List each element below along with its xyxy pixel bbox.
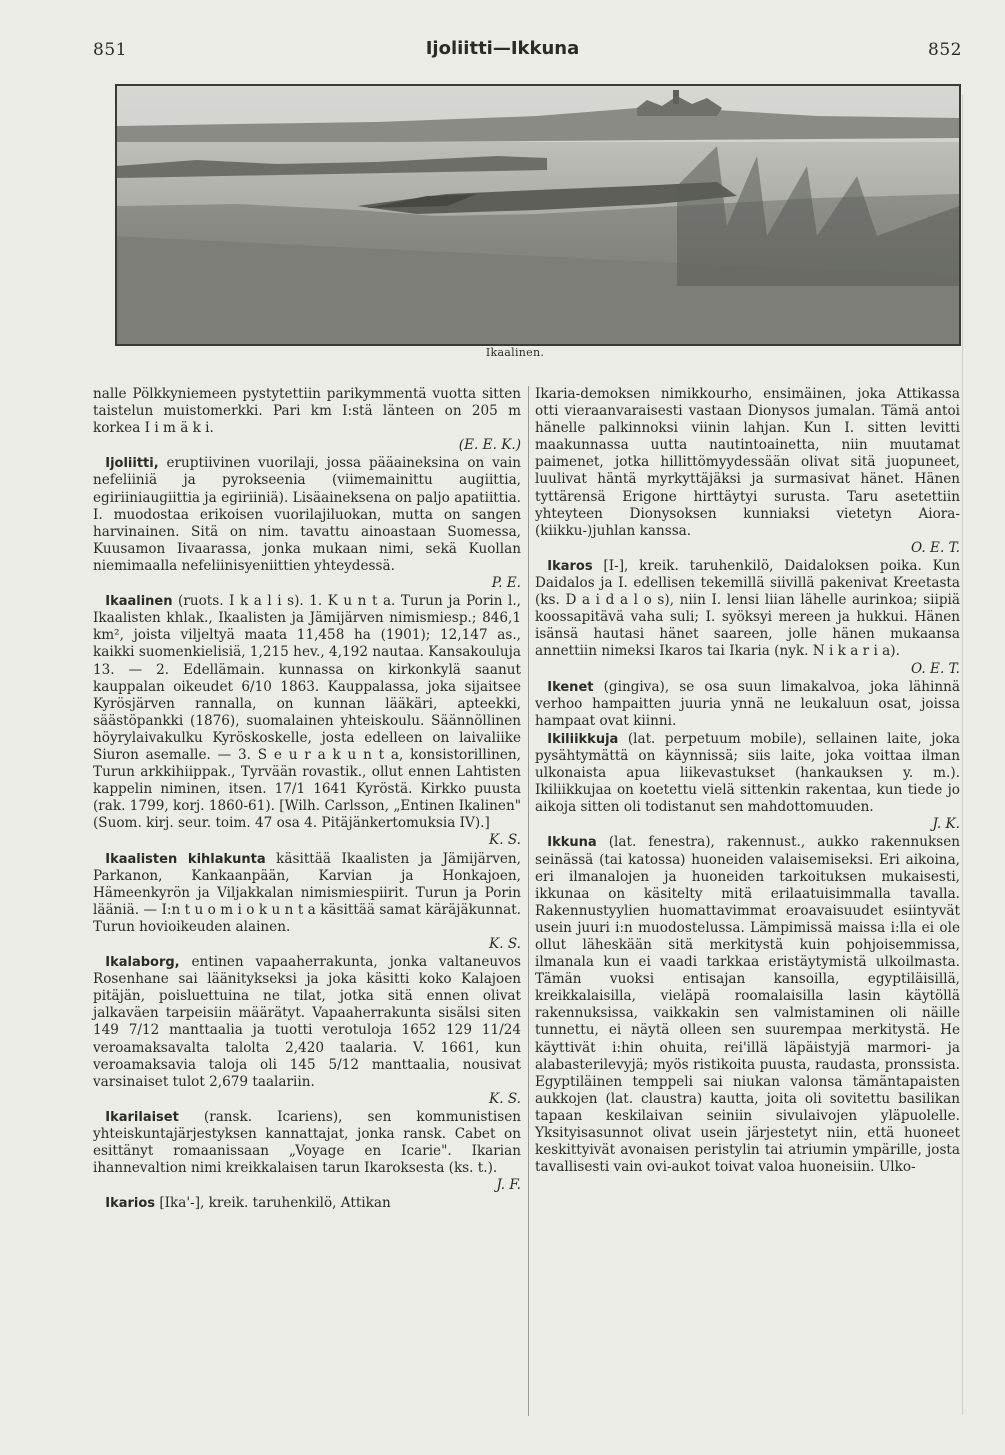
figure-caption: Ikaalinen.: [485, 346, 545, 359]
article-entry: [535, 679, 960, 730]
article-entry: [535, 834, 960, 1176]
author-signature: P. E.: [491, 575, 521, 592]
article-entry: [535, 386, 960, 557]
author-signature: K. S.: [489, 1090, 521, 1107]
entry-text: Ikaria-demoksen nimikkourho, ensimäinen, joka Attikassa otti vieraanvaraisesti vastaan Dionysos jumalan. Tämä antoi hänelle palkinnoksi viinin lahjan. Kun I. sitten levitti maakunnassa uutta nautintoainetta, niin muutamat paimenet, jotka hillittömyydessään olivat sitä juopuneet, luulivat häntä myrkyttäjäksi ja surmasivat hänet. Hänen tyttärensä Erigone hirttäytyi surusta. Taru asetettiin yhteyteen Dionysoksen kunniaksi vietetyn Aiora-(kiikku-)juhlan kanssa.: [535, 386, 960, 539]
article-entry: [93, 386, 521, 454]
page-edge: [962, 95, 963, 1415]
entry-headword: Ikaalisten kihlakunta: [105, 851, 266, 867]
right-column: [535, 386, 960, 1177]
entry-headword: Ikarilaiset: [105, 1109, 179, 1125]
article-entry: [535, 731, 960, 834]
column-divider: [528, 386, 529, 1416]
page-number-left: 851: [93, 40, 127, 60]
author-signature: J. K.: [932, 816, 960, 833]
entry-headword: Ikarios: [105, 1196, 156, 1212]
article-entry: [93, 851, 521, 954]
article-entry: [93, 954, 521, 1108]
entry-headword: Ikiliikkuja: [547, 731, 619, 747]
entry-text: nalle Pölkkyniemeen pystytettiin parikymmentä vuotta sitten taistelun muistomerkki. Pari km I:stä länteen on 205 m korkea I i m ä k i.: [93, 386, 521, 437]
entry-headword: Ikaalinen: [105, 594, 173, 610]
entry-text: [I-], kreik. taruhenkilö, Daidaloksen poika. Kun Daidalos ja I. edellisen tekemillä siivillä pakenivat Kreetasta (ks. D a i d a l o s), niin I. lensi liian lähelle aurinkoa; siipiä koossapitävä vaha suli; I. syöksyi mereen ja hukkui. Hänen isänsä hautasi hänet saareen, jolle hänen mukaansa annettiin nimeksi Ikaros tai Ikaria (nyk. N i k a r i a).: [535, 557, 960, 660]
author-signature: J. F.: [496, 1177, 521, 1194]
article-entry: [93, 1109, 521, 1194]
entry-headword: Ikalaborg,: [105, 955, 180, 971]
entry-headword: Ijoliitti,: [105, 456, 159, 472]
entry-text: (gingiva), se osa suun limakalvoa, joka lähinnä verhoo hampaitten juuria ynnä ne leukaluun osat, joissa hampaat ovat kiinni.: [535, 678, 960, 729]
author-signature: K. S.: [489, 936, 521, 952]
entry-headword: Ikenet: [547, 679, 594, 695]
author-signature: K. S.: [489, 832, 521, 849]
entry-text: entinen vapaaherrakunta, jonka valtaneuvos Rosenhane sai läänitykseksi ja joka käsitti koko Kalajoen pitäjän, poisluettuina ne tilat, jotka sitä ennen olivat jalkaväen tarpeisiin määrätyt. Vapaaherrakunta sisälsi siten 149 7/12 manttaalia ja tuotti verotuloja 1652 129 11/24 veroamaksavalta talolta 2,420 taalaria. V. 1661, kun veroamaksavia taloja oli 145 5/12 manttaalia, nousivat varsinaiset tulot 2,679 taalariin.: [93, 954, 522, 1090]
entry-text: käsittää Ikaalisten ja Jämijärven, Parkanon, Kankaanpään, Karvian ja Honkajoen, Hämeenkyrön ja Viljakkalan nimismiespiirit. Turun ja Porin lääniä. — I:n t u o m i o k u n t a käsittää samat käräjäkunnat. Turun hovioikeuden alainen.: [93, 850, 521, 935]
entry-text: (ruots. I k a l i s). 1. K u n t a. Turun ja Porin l., Ikaalisten khlak., Ikaalisten ja Jämijärven nimismiesp.; 846,1 km², joista viljeltyä maata 11,458 ha (1901); 12,147 as., kaikki suomenkielisiä, 1,215 hev., 4,192 nautaa. Kansakouluja 13. — 2. Edellämain. kunnassa on kirkonkylä saanut kauppalan oikeudet 6/10 1863. Kauppalassa, joka sijaitsee Kyrösjärven rannalla, on kunnan lääkäri, apteekki, säästöpankki (1876), suomalainen yhteiskoulu. Säännöllinen höyrylaivakulku Kyröskoskelle, josta edelleen on laivaliike Siuron asemalle. — 3. S e u r a k u n t a, konsistorillinen, Turun arkkihiippak., Tyrvään rovastik., ollut ennen Lahtisten kappelin niminen, itsen. 17/1 1641 Kyröstä. Kirkko puusta (rak. 1799, korj. 1860-61). [Wilh. Carlsson, „Entinen Ikalinen" (Suom. kirj. seur. toim. 47 osa 4. Pitäjänkertomuksia IV).]: [93, 593, 521, 832]
entry-text: (lat. fenestra), rakennust., aukko rakennuksen seinässä (tai katossa) huoneiden valaisemiseksi. Eri aikoina, eri ilmanalojen ja huoneiden tarkoituksen mukaisesti, ikkunaa on käsitelty mitä erilaatuisimmalla tavalla. Rakennustyylien huomattavimmat eroavaisuudet esiintyvät usein juuri i:n muodostelussa. Lämpimissä maissa i:lla ei ole ollut läheskään sitä merkitystä kuin pohjoisemmissa, ilmanala kun ei vaadi tarkkaa eristäytymistä ulkoilmasta. Tämän vuoksi entisajan kansoilla, egyptiläisillä, kreikkalaisilla, vieläpä roomalaisilla lasin käytöllä rakennuksissa, vaikkakin sen valmistaminen oli näille tunnettu, ei näytä olleen sen suurempaa merkitystä. He käyttivät i:hin ohuita, rei'illä läpäistyjä marmori- ja alabasterilevyjä; myös ristikoita puusta, raudasta, pronssista. Egyptiläinen temppeli sai niukan valonsa tämäntapaisten aukkojen (lat. claustra) kautta, joita oli sovitettu basilikan tapaan keskilaivan seiniin sivulaivojen yläpuolelle. Yksityisasunnot olivat usein järjestetyt niin, että huoneet keskittyivät avonaisen peristylin tai atriumin ympärille, josta tavallisesti vain ovi-aukot toivat valoa huoneisiin. Ulko-: [535, 834, 960, 1176]
author-signature: O. E. T.: [911, 660, 960, 677]
author-signature: (E. E. K.): [458, 437, 521, 454]
entry-headword: Ikaros: [547, 558, 593, 574]
entry-headword: Ikkuna: [547, 835, 597, 851]
article-entry: [93, 455, 521, 592]
article-entry: [93, 593, 521, 849]
left-column: [93, 386, 521, 1214]
article-entry: [535, 558, 960, 678]
entry-text: [Ika'-], kreik. taruhenkilö, Attikan: [159, 1195, 391, 1212]
article-entry: [93, 1195, 521, 1212]
page-number-right: 852: [928, 40, 962, 60]
running-head: Ijoliitti—Ikkuna: [425, 38, 580, 59]
entry-text: (ransk. Icariens), sen kommunistisen yhteiskuntajärjestyksen kannattajat, jonka ransk. Cabet on esittänyt romaanissaan „Voyage en Icarie". Ikarian ihannevaltion nimi kreikkalaisen tarun Ikaroksesta (ks. t.).: [93, 1108, 522, 1177]
author-signature: O. E. T.: [911, 539, 960, 556]
entry-text: (lat. perpetuum mobile), sellainen laite, joka pysähtymättä on käynnissä; siis laite, joka voittaa ilman ulkonaista apua liikevastukset (hankauksen y. m.). Ikiliikkujaa on koetettu vielä sittenkin rakentaa, kun tiede jo aikoja sitten oli todistanut sen mahdottomuuden.: [535, 730, 960, 816]
entry-text: eruptiivinen vuorilaji, jossa pääaineksina on vain nefeliiniä ja pyrokseenia (viimemainittu augiittia, egiriiniaugiittia ja egiriiniä). Lisäaineksena on paljo apatiittia. I. muodostaa erikoisen vuorilajiluokan, mutta on sangen harvinainen. Sitä on nim. tavattu ainoastaan Suomessa, Kuusamon Iivaarassa, jonka mukaan nimi, sekä Kuollan niemimaalla nefeliinisyeniittien yhteydessä.: [93, 455, 521, 574]
landscape-photo: [115, 84, 961, 346]
